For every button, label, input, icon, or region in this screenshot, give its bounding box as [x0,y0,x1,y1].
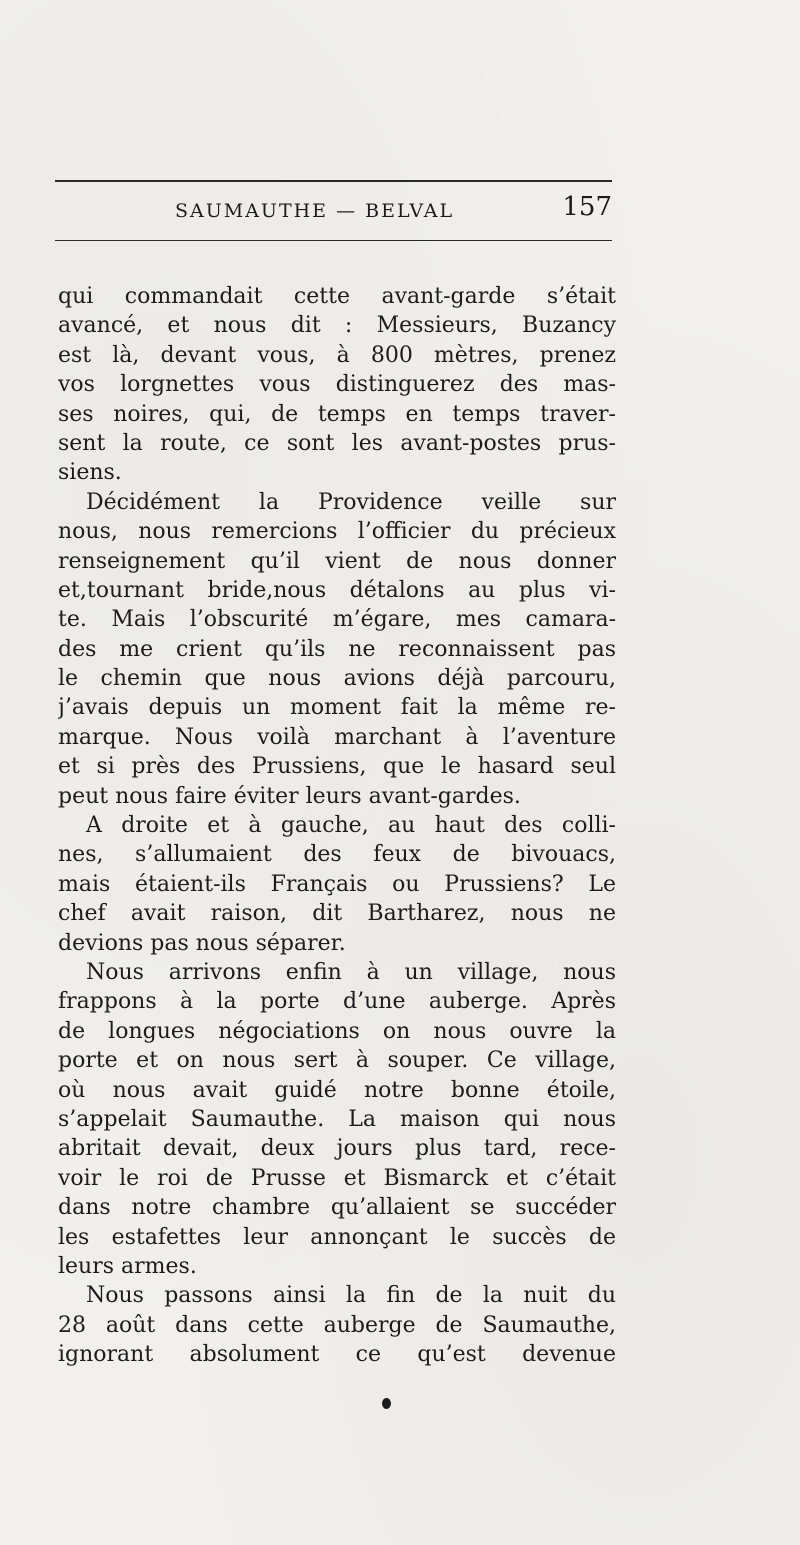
text-line: te. Mais l’obscurité m’égare, mes camara- [58,607,616,633]
text-line: marque. Nous voilà marchant à l’aventure [58,724,616,750]
text-line: ses noires, qui, de temps en temps traver- [58,401,616,427]
text-line: Décidément la Providence veille sur [86,489,616,515]
text-line: siens. [58,460,122,486]
text-line: le chemin que nous avions déjà parcouru, [58,666,616,692]
text-line: 28 août dans cette auberge de Saumauthe, [58,1312,616,1338]
text-line: où nous avait guidé notre bonne étoile, [58,1077,616,1103]
text-line: vos lorgnettes vous distinguerez des mas- [58,372,616,398]
running-title: SAUMAUTHE — BELVAL [175,200,455,222]
text-line: abritait devait, deux jours plus tard, rece- [58,1136,616,1162]
signature-mark [382,1398,391,1409]
text-line: peut nous faire éviter leurs avant-gardes. [58,783,521,809]
text-line: et si près des Prussiens, que le hasard seul [58,754,616,780]
text-line: devions pas nous séparer. [58,930,346,956]
text-line: mais étaient-ils Français ou Prussiens? Le [58,871,616,897]
text-line: de longues négociations on nous ouvre la [58,1018,616,1044]
header-bottom-rule [55,240,612,241]
page-number: 157 [562,192,612,222]
text-line: les estafettes leur annonçant le succès de [58,1224,616,1250]
text-line: leurs armes. [58,1253,197,1279]
text-line: avancé, et nous dit : Messieurs, Buzancy [58,313,616,339]
text-line: est là, devant vous, à 800 mètres, prenez [58,342,616,368]
text-line: s’appelait Saumauthe. La maison qui nous [58,1106,616,1132]
running-header [55,188,612,234]
body-text [58,282,616,1369]
text-line: Nous arrivons enfin à un village, nous [86,959,616,985]
text-line: des me crient qu’ils ne reconnaissent pas [58,636,616,662]
text-line: renseignement qu’il vient de nous donner [58,548,616,574]
text-line: A droite et à gauche, au haut des colli- [86,813,616,839]
text-line: ignorant absolument ce qu’est devenue [58,1342,616,1368]
text-line: Nous passons ainsi la fin de la nuit du [86,1283,616,1309]
text-line: nes, s’allumaient des feux de bivouacs, [58,842,616,868]
text-line: voir le roi de Prusse et Bismarck et c’était [58,1165,616,1191]
text-line: porte et on nous sert à souper. Ce village, [58,1048,616,1074]
text-line: dans notre chambre qu’allaient se succéder [58,1195,616,1221]
header-top-rule [55,180,612,182]
text-line: chef avait raison, dit Bartharez, nous ne [58,901,616,927]
text-line: et,tournant bride,nous détalons au plus vi- [58,577,616,603]
text-line: qui commandait cette avant-garde s’était [58,284,616,309]
text-line: sent la route, ce sont les avant-postes prus- [58,430,616,456]
text-line: nous, nous remercions l’officier du précieux [58,519,616,545]
text-line: frappons à la porte d’une auberge. Après [58,989,616,1015]
text-line: j’avais depuis un moment fait la même re- [58,695,616,721]
